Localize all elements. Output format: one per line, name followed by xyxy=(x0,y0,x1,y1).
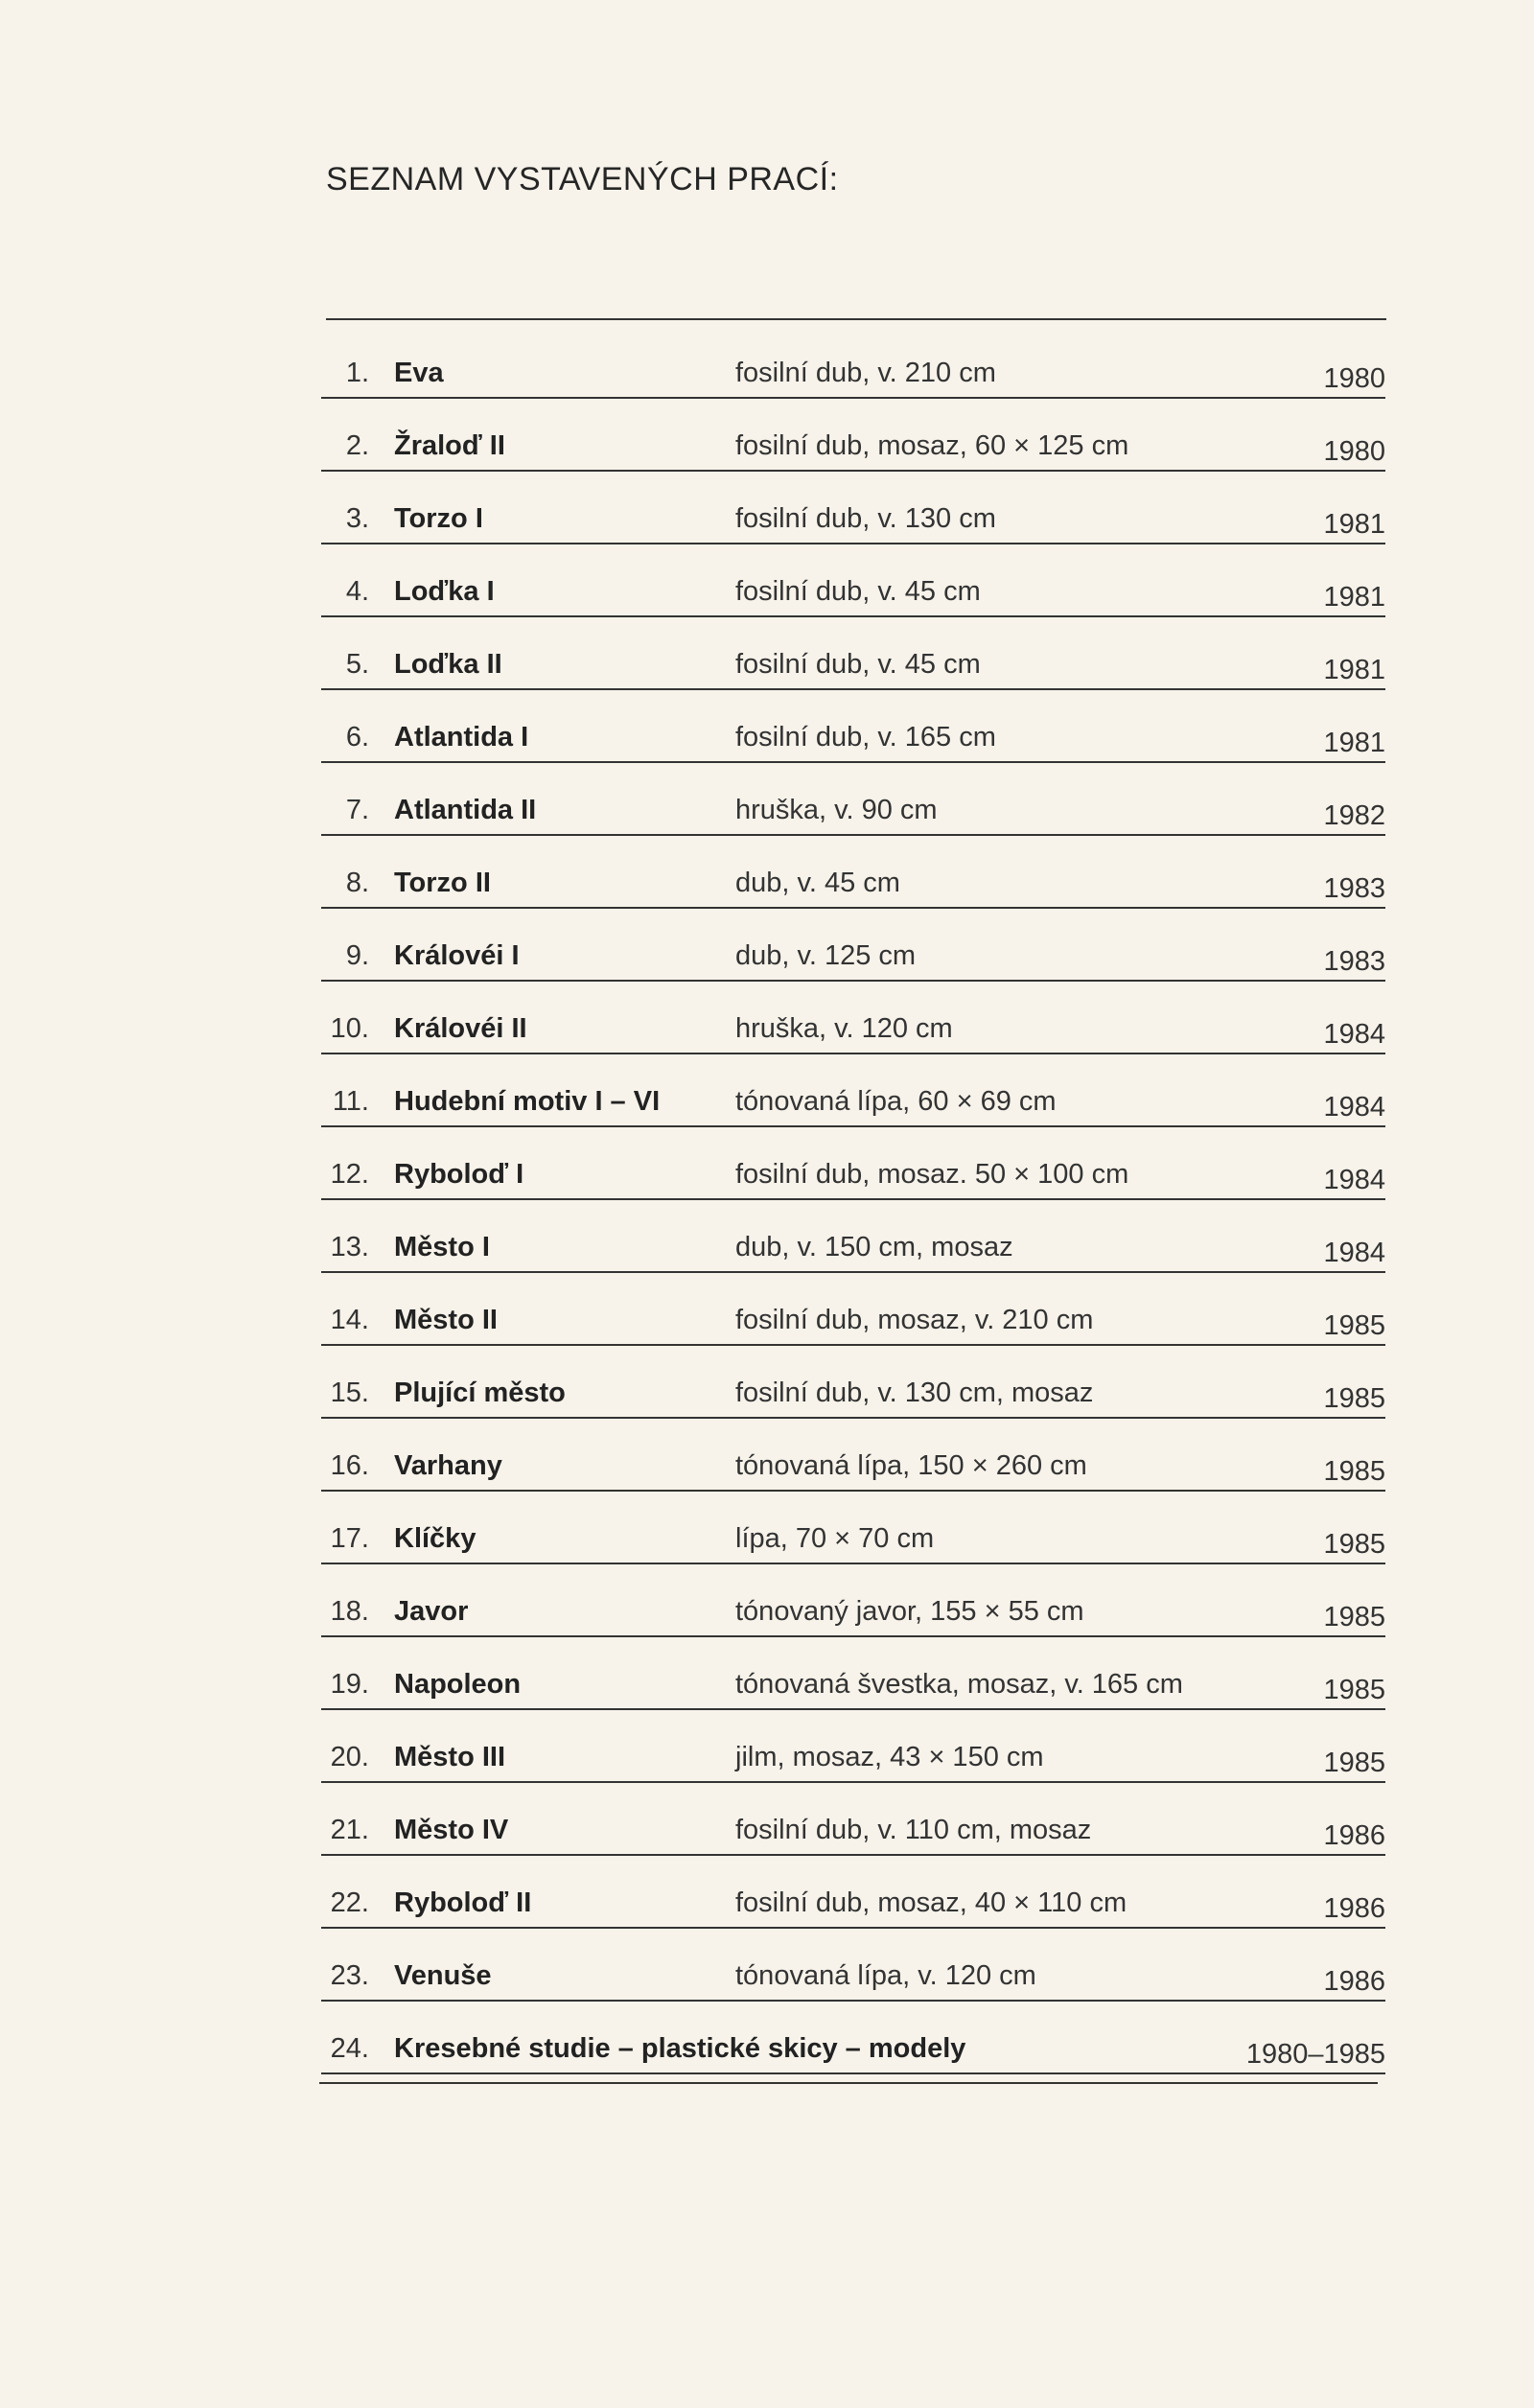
work-material: lípa, 70 × 70 cm xyxy=(735,1523,935,1554)
work-year: 1981 xyxy=(1323,655,1385,685)
work-number: 15. xyxy=(330,1378,369,1408)
work-material: fosilní dub, v. 130 cm, mosaz xyxy=(735,1378,1094,1408)
work-title: Město I xyxy=(394,1232,490,1262)
work-material: fosilní dub, v. 45 cm xyxy=(735,649,981,680)
work-row xyxy=(321,984,1385,1054)
work-material: tónovaná lípa, 60 × 69 cm xyxy=(735,1086,1057,1117)
work-material: tónovaná lípa, 150 × 260 cm xyxy=(735,1450,1087,1481)
work-title: Žraloď II xyxy=(394,430,505,461)
work-row xyxy=(321,911,1385,982)
work-year: 1984 xyxy=(1323,1019,1385,1050)
work-row xyxy=(321,1129,1385,1200)
work-year: 1986 xyxy=(1323,1820,1385,1851)
work-title: Město III xyxy=(394,1742,506,1772)
work-year: 1981 xyxy=(1323,509,1385,540)
work-row xyxy=(321,1785,1385,1856)
work-material: dub, v. 45 cm xyxy=(735,868,900,898)
work-row xyxy=(321,692,1385,763)
work-title: Atlantida I xyxy=(394,722,529,752)
work-number: 20. xyxy=(330,1742,369,1772)
work-year: 1985 xyxy=(1323,1529,1385,1560)
work-row xyxy=(321,619,1385,690)
work-number: 9. xyxy=(345,940,369,971)
top-divider xyxy=(326,318,1386,320)
work-number: 14. xyxy=(330,1305,369,1335)
work-material: dub, v. 125 cm xyxy=(735,940,917,971)
work-year: 1984 xyxy=(1323,1238,1385,1268)
work-material: fosilní dub, mosaz. 50 × 100 cm xyxy=(735,1159,1129,1190)
work-number: 4. xyxy=(345,576,369,607)
work-number: 23. xyxy=(330,1960,369,1991)
work-material: fosilní dub, v. 130 cm xyxy=(735,503,996,534)
work-row xyxy=(321,1639,1385,1710)
work-row xyxy=(321,1712,1385,1783)
work-year: 1981 xyxy=(1323,728,1385,758)
work-material: tónovaná lípa, v. 120 cm xyxy=(735,1960,1036,1991)
work-row xyxy=(321,1421,1385,1492)
work-material: tónovaná švestka, mosaz, v. 165 cm xyxy=(735,1669,1183,1700)
work-year: 1985 xyxy=(1323,1748,1385,1778)
work-title: Klíčky xyxy=(394,1523,476,1554)
work-year: 1985 xyxy=(1323,1310,1385,1341)
work-number: 7. xyxy=(345,795,369,825)
work-title: Varhany xyxy=(394,1450,502,1481)
work-row xyxy=(321,2003,1385,2074)
work-row xyxy=(321,1931,1385,2002)
work-row xyxy=(321,546,1385,617)
work-number: 10. xyxy=(330,1013,369,1044)
page-title: SEZNAM VYSTAVENÝCH PRACÍ: xyxy=(326,161,839,197)
work-material: fosilní dub, mosaz, v. 210 cm xyxy=(735,1305,1094,1335)
work-title: Loďka I xyxy=(394,576,495,607)
work-year: 1985 xyxy=(1323,1675,1385,1705)
work-number: 21. xyxy=(330,1815,369,1845)
work-number: 24. xyxy=(330,2033,369,2064)
work-year: 1983 xyxy=(1323,873,1385,904)
work-year: 1986 xyxy=(1323,1893,1385,1924)
work-number: 19. xyxy=(330,1669,369,1700)
work-year: 1981 xyxy=(1323,582,1385,613)
work-row xyxy=(321,1056,1385,1127)
work-title: Hudební motiv I – VI xyxy=(394,1086,661,1117)
work-year: 1984 xyxy=(1323,1165,1385,1195)
work-row xyxy=(321,1202,1385,1273)
work-row xyxy=(321,474,1385,544)
work-year: 1980 xyxy=(1323,436,1385,467)
work-row xyxy=(321,328,1385,399)
work-number: 8. xyxy=(345,868,369,898)
work-title: Město II xyxy=(394,1305,498,1335)
work-title: Eva xyxy=(394,358,444,388)
work-row xyxy=(321,838,1385,909)
work-material: tónovaný javor, 155 × 55 cm xyxy=(735,1596,1084,1627)
work-title: Město IV xyxy=(394,1815,509,1845)
work-number: 5. xyxy=(345,649,369,680)
work-number: 11. xyxy=(332,1086,369,1117)
work-title: Atlantida II xyxy=(394,795,537,825)
work-title: Ryboloď I xyxy=(394,1159,524,1190)
works-list xyxy=(321,328,1385,2076)
work-row xyxy=(321,765,1385,836)
work-material: hruška, v. 120 cm xyxy=(735,1013,953,1044)
work-number: 1. xyxy=(345,358,369,388)
work-row xyxy=(321,1858,1385,1929)
work-title: Královéi I xyxy=(394,940,520,971)
work-number: 22. xyxy=(330,1887,369,1918)
work-year: 1980 xyxy=(1323,363,1385,394)
work-year: 1983 xyxy=(1323,946,1385,977)
work-number: 17. xyxy=(330,1523,369,1554)
work-year: 1986 xyxy=(1323,1966,1385,1997)
work-number: 12. xyxy=(330,1159,369,1190)
work-title: Javor xyxy=(394,1596,469,1627)
work-number: 13. xyxy=(330,1232,369,1262)
work-material: fosilní dub, v. 45 cm xyxy=(735,576,981,607)
work-material: fosilní dub, v. 110 cm, mosaz xyxy=(735,1815,1092,1845)
work-year: 1985 xyxy=(1323,1456,1385,1487)
work-number: 6. xyxy=(345,722,369,752)
work-material: jilm, mosaz, 43 × 150 cm xyxy=(735,1742,1044,1772)
work-title: Loďka II xyxy=(394,649,502,680)
work-year: 1985 xyxy=(1323,1602,1385,1632)
work-year: 1982 xyxy=(1323,800,1385,831)
work-row xyxy=(321,1275,1385,1346)
work-title: Kresebné studie – plastické skicy – modely xyxy=(394,2033,966,2064)
work-material: fosilní dub, mosaz, 60 × 125 cm xyxy=(735,430,1129,461)
work-number: 16. xyxy=(330,1450,369,1481)
work-title: Ryboloď II xyxy=(394,1887,532,1918)
work-number: 2. xyxy=(345,430,369,461)
work-material: fosilní dub, v. 210 cm xyxy=(735,358,996,388)
work-material: hruška, v. 90 cm xyxy=(735,795,938,825)
work-number: 3. xyxy=(345,503,369,534)
work-title: Torzo I xyxy=(394,503,483,534)
bottom-divider xyxy=(319,2082,1378,2084)
work-title: Napoleon xyxy=(394,1669,522,1700)
work-title: Torzo II xyxy=(394,868,491,898)
work-material: dub, v. 150 cm, mosaz xyxy=(735,1232,1013,1262)
work-material: fosilní dub, v. 165 cm xyxy=(735,722,996,752)
work-year: 1980–1985 xyxy=(1245,2039,1385,2070)
work-row xyxy=(321,1493,1385,1564)
work-title: Venuše xyxy=(394,1960,492,1991)
work-year: 1984 xyxy=(1323,1092,1385,1123)
work-title: Plující město xyxy=(394,1378,566,1408)
work-number: 18. xyxy=(330,1596,369,1627)
work-row xyxy=(321,401,1385,472)
work-material: fosilní dub, mosaz, 40 × 110 cm xyxy=(735,1887,1127,1918)
work-row xyxy=(321,1348,1385,1419)
work-row xyxy=(321,1566,1385,1637)
work-title: Královéi II xyxy=(394,1013,527,1044)
work-year: 1985 xyxy=(1323,1383,1385,1414)
